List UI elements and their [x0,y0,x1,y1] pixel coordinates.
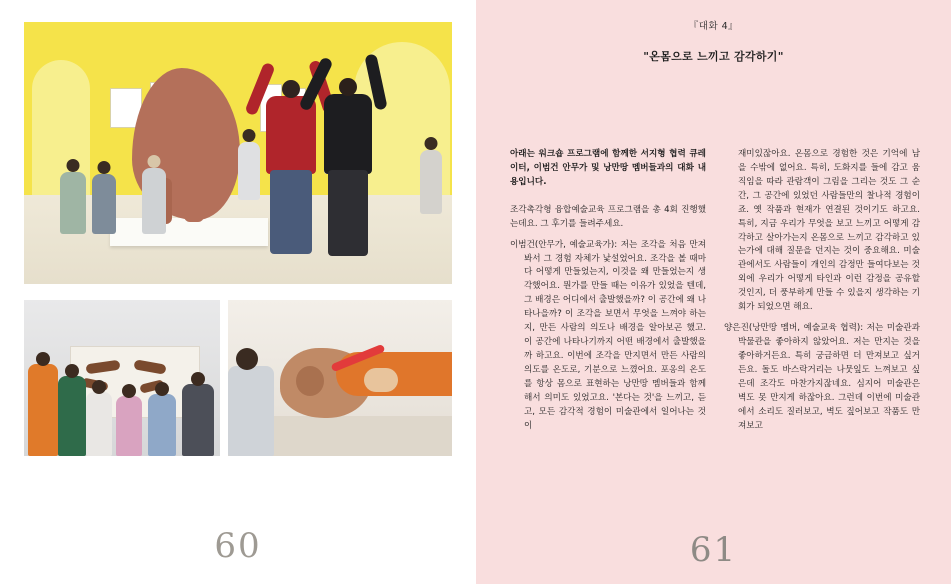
speaker-name: 이범건(안무가, 예술교육가): [510,239,618,250]
children-drawing-photo [24,300,220,456]
participant-figure [116,396,142,456]
column-left [510,148,706,441]
visitor-figure [420,150,442,214]
participant-figure [28,364,58,456]
sculpture-plinth [110,218,268,246]
participant-figure [58,376,86,456]
intro-question: 조각촉각형 융합예술교육 프로그램을 총 4회 진행했는데요. 그 후기를 들려주세요. [510,204,706,229]
section-title: 『대화 4』 [688,21,739,32]
speaker-text: 저는 조각을 처음 만져봐서 그 경험 자체가 낯설었어요. 조각을 볼 때마다 어떻게 만들었는지, 이것을 왜 만들었는지 생각했어요. 뭔가를 만들 때는 이유가 있었을 텐데, 그 배경은 어디에서 출발했을까? 이 공간에 왜 나타나을까? 이 조각을 보면서 무엇을 느껴야 하는지, 만든 사람의 의도나 배경을 알아보곤 했고. 이 공간에 나타나기까지 어떤 배경에서 출발했을까 하고요. 이번에 조각을 만지면서 만든 사람의 의도를 온도로, 기분으로 느꼈어요. 포옹의 온도를 항상 몸으로 표현하는 낭만땅 멤버들과 함께해서 의미도 있었고요. '본다는 것'을 느끼고, 듣고, 모든 감각적 경험이 미술관에서 일어나는 것이 [524,239,707,431]
visitor-figure [142,168,166,234]
continuation-paragraph: 재미있잖아요. 온몸으로 경험한 것은 기억에 남을 수밖에 없어요. 특히, 도화지를 들에 감고 움직임을 따라 관람객이 그림을 그리는 것도 그 순간, 그 공간에 있었던 사람들만의 찰나적 경험이죠. 옛 작품과 현재가 연결된 것이기도 하고요. 특히, 지금 우리가 무엇을 보고 느끼고 어떻게 감각하고 살아가는지 온몸으로 느끼고 감각하고 있는가에 대해 질문을 던지는 것이 중요해요. 미술관에서도 사람들이 개인의 감정만 들여다보는 것 외에 우리가 어떻게 타인과 이런 감정을 공유할 것인지, 더 풍부하게 만들 수 있을지 생각하는 기회가 되었으면 해요. [738,149,920,313]
participant-figure [182,384,214,456]
speaker-block [510,239,706,434]
hand [364,368,398,392]
visitor-figure [238,142,260,200]
page-number-right: 61 [689,530,738,570]
participant-figure [148,394,176,456]
visitor-figure [60,172,86,234]
speaker-text: 저는 미술관과 박물관을 좋아하지 않았어요. 저는 만지는 것을 좋아하거든요. 특히 궁금하면 더 만져보고 싶거든요. 돌도 바스락거리는 나뭇잎도 느껴보고 싶은데 조각도 마찬가지잖네요. 심지어 미술관은 벽도 못 만지게 하잖아요. 그런데 이번에 미술관에서 소리도 질러보고, 벽도 짚어보고 작품도 만져보고 [738,323,920,431]
section-subtitle: "온몸으로 느끼고 감각하기" [643,50,784,63]
clay-sculpting-photo [228,300,452,456]
participant-figure [86,392,112,456]
speaker-name: 양은진(낭만땅 멤버, 예술교육 협력): [724,323,864,334]
participant-figure [228,366,274,456]
right-page [476,0,951,584]
speaker-block [724,322,920,433]
gallery-workshop-photo [24,22,452,284]
column-right [724,148,920,441]
dancer-black-figure [324,94,372,174]
page-number-left: 60 [214,526,262,566]
text-columns [510,148,925,441]
visitor-figure [92,174,116,234]
lead-paragraph: 아래는 워크숍 프로그램에 함께한 서지형 협력 큐레이터, 이범건 안무가 및 낭만땅 멤버들과의 대화 내용입니다. [510,149,706,187]
